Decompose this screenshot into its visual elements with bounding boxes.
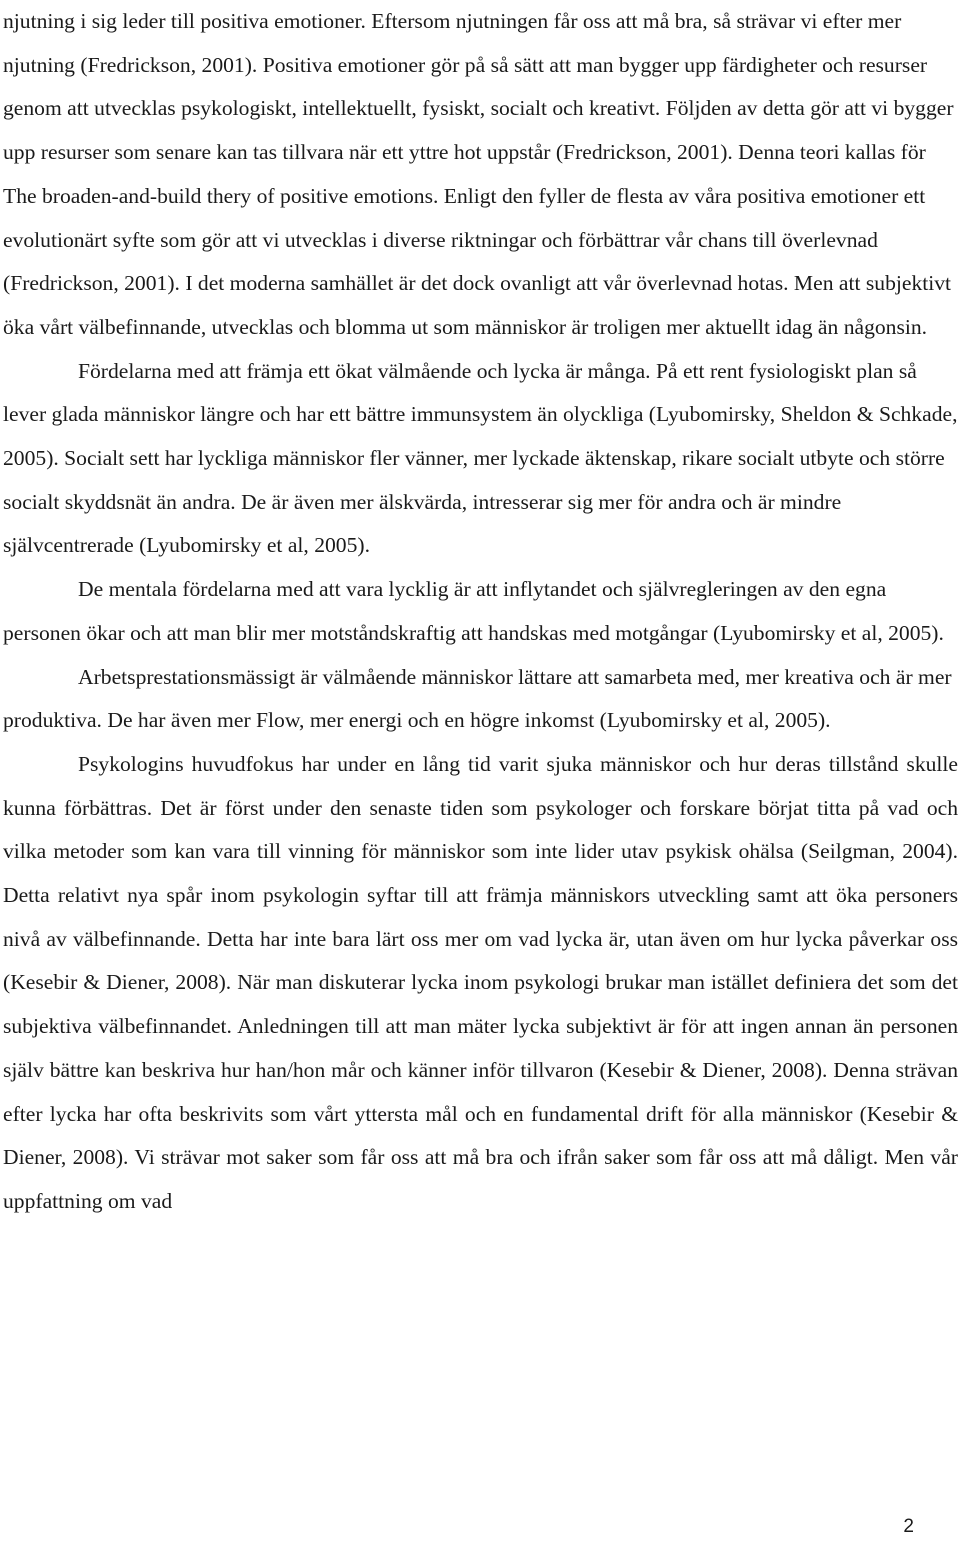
paragraph-1: njutning i sig leder till positiva emotioner. Eftersom njutningen får oss att må bra, så strävar vi efter mer njutning (Fredrickson, 2001). Positiva emotioner gör på så sätt att man bygger upp färdigheter och resurser genom att utvecklas psykologiskt, intellektuellt, fysiskt, socialt och kreativt. Följden av detta gör att vi bygger upp resurser som senare kan tas tillvara när ett yttre hot uppstår (Fredrickson, 2001). Denna teori kallas för The broaden-and-build thery of positive emotions. Enligt den fyller de flesta av våra positiva emotioner ett evolutionärt syfte som gör att vi utvecklas i diverse riktningar och förbättrar vår chans till överlevnad (Fredrickson, 2001). I det moderna samhället är det dock ovanligt att vår överlevnad hotas. Men att subjektivt öka vårt välbefinnande, utvecklas och blomma ut som människor är troligen mer aktuellt idag än någonsin. bbox=[3, 9, 954, 339]
paragraph-2: Fördelarna med att främja ett ökat välmående och lycka är många. På ett rent fysiologiskt plan så lever glada människor längre och har ett bättre immunsystem än olyckliga (Lyubomirsky, Sheldon & Schkade, 2005). Socialt sett har lyckliga människor fler vänner, mer lyckade äktenskap, rikare socialt utbyte och större socialt skyddsnät än andra. De är även mer älskvärda, intresserar sig mer för andra och är mindre självcentrerade (Lyubomirsky et al, 2005). bbox=[3, 358, 958, 558]
body-text bbox=[3, 0, 958, 1224]
paragraph-4: Arbetsprestationsmässigt är välmående människor lättare att samarbeta med, mer kreativa och är mer produktiva. De har även mer Flow, mer energi och en högre inkomst (Lyubomirsky et al, 2005). bbox=[3, 664, 952, 733]
paragraph-5: Psykologins huvudfokus har under en lång tid varit sjuka människor och hur deras tillstånd skulle kunna förbättras. Det är först under den senaste tiden som psykologer och forskare börjat titta på vad och vilka metoder som kan vara till vinning för människor som inte lider utav psykisk ohälsa (Seilgman, 2004). Detta relativt nya spår inom psykologin syftar till att främja människors utveckling samt att öka personers nivå av välbefinnande. Detta har inte bara lärt oss mer om vad lycka är, utan även om hur lycka påverkar oss (Kesebir & Diener, 2008). När man diskuterar lycka inom psykologi brukar man istället definiera det som det subjektiva välbefinnandet. Anledningen till att man mäter lycka subjektivt är för att ingen annan än personen själv bättre kan beskriva hur han/hon mår och känner inför tillvaron (Kesebir & Diener, 2008). Denna strävan efter lycka har ofta beskrivits som vårt yttersta mål och en fundamental drift för alla människor (Kesebir & Diener, 2008). Vi strävar mot saker som får oss att må bra och ifrån saker som får oss att må dåligt. Men vår uppfattning om vad bbox=[3, 751, 958, 1213]
paragraph-3: De mentala fördelarna med att vara lycklig är att inflytandet och självregleringen av den egna personen ökar och att man blir mer motståndskraftig att handskas med motgångar (Lyubomirsky et al, 2005). bbox=[3, 577, 944, 645]
page-number: 2 bbox=[903, 1516, 914, 1537]
